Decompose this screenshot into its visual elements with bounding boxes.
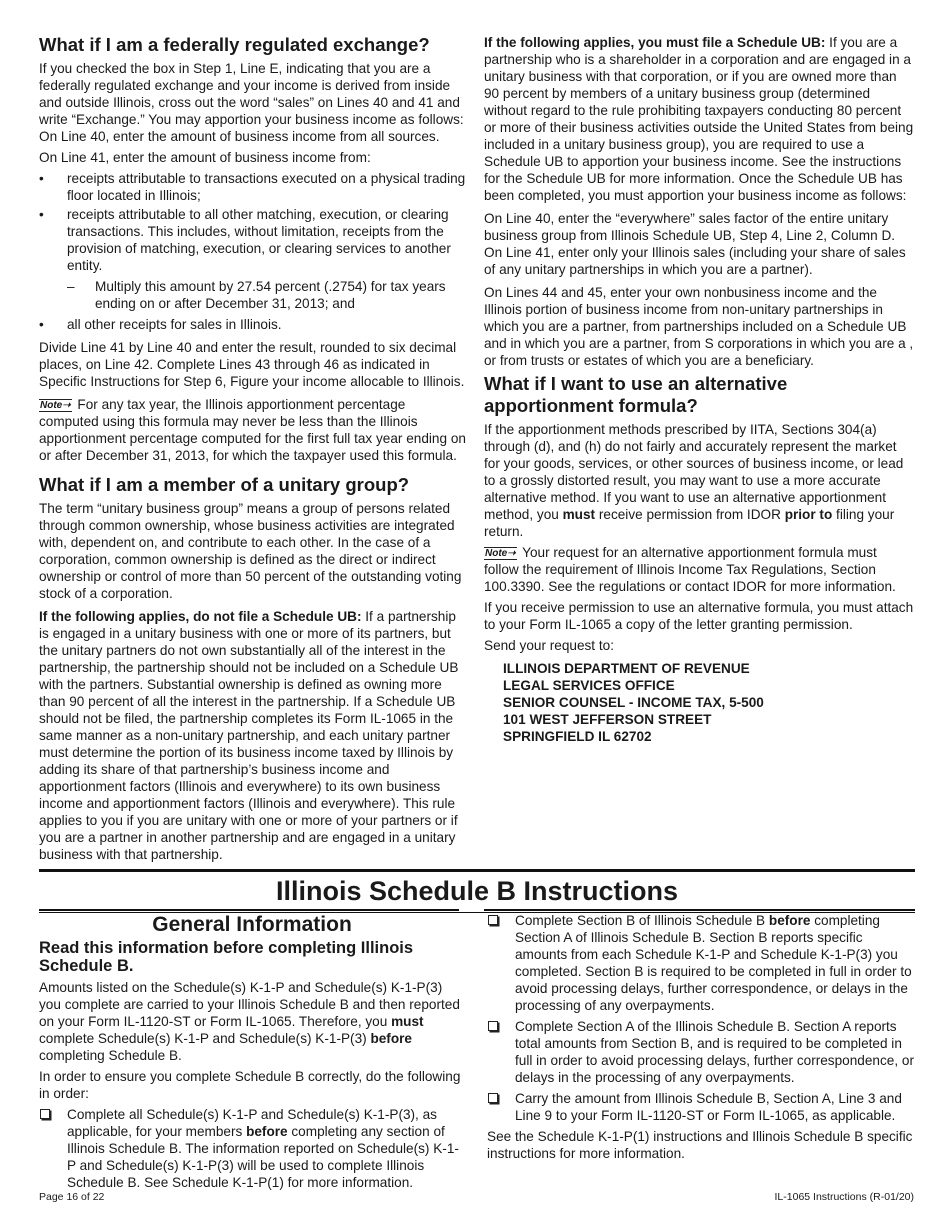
unitary-paragraph-1: The term “unitary business group” means a group of persons related through common ownership, whose business activities are integrated with, dependent on, and contribute to each other. In the case of a corporation, common ownership is defined as the direct or indirect ownership or control of more than 50 percent of the outstanding voting stock of a corporation.: [39, 501, 462, 601]
schedule-ub-paragraph: [484, 34, 914, 204]
checkbox-icon: [488, 1021, 498, 1031]
checkbox-icon: [488, 915, 498, 925]
right-column: [484, 34, 914, 745]
note-icon: Note➝: [40, 400, 71, 411]
address-line: 101 WEST JEFFERSON STREET: [503, 712, 712, 727]
checkbox-icon: [40, 1109, 50, 1119]
heading-unitary-group: What if I am a member of a unitary group?: [39, 474, 410, 495]
unitary-paragraph-2-body: If a partnership is engaged in a unitary business with one or more of its partners, but the unitary partners do not own substantially all of the interest in the partnership, the partnership should not be included on a Schedule UB with the partners. Substantial ownership is defined as owning more than 90 percent of all the interest in the partnership. If a Schedule UB should not be filed, the partnership completes its Form IL-1065 in the same manner as a non-unitary partnership, and each unitary partner must determine the portion of its business income taxed by Illinois by adding its share of that partnership’s business income and apportionment factors (Illinois and everywhere) to its own business income and apportionment factors (Illinois and everywhere). This rule applies to you if you are unitary with one or more of your partners or if you are a partner in another partnership and are engaged in a unitary business with that partnership.: [39, 609, 459, 862]
page-number: Page 16 of 22: [39, 1191, 105, 1203]
general-info-paragraph-2: In order to ensure you complete Schedule B correctly, do the following in order:: [39, 1069, 461, 1101]
general-info-paragraph-1: Amounts listed on the Schedule(s) K-1-P and Schedule(s) K-1-P(3) you complete are carried to your Illinois Schedule B and then reported on your Form IL-1120-ST or Form IL-1065. Therefore, you must complete Schedule(s) K-1-P and Schedule(s) K-1-P(3) before completing Schedule B.: [39, 980, 460, 1063]
heading-federally-regulated-exchange: What if I am a federally regulated exchange?: [39, 34, 430, 55]
unitary-paragraph-2: [39, 608, 467, 863]
mailing-address: [503, 660, 914, 745]
bullet-item: • receipts attributable to transactions executed on a physical trading floor located in Illinois;: [39, 170, 467, 204]
divider: [39, 909, 459, 911]
dash-item: – Multiply this amount by 27.54 percent (.2754) for tax years ending on or after December 31, 2013; and: [39, 278, 467, 312]
heading-alternative-apportionment: What if I want to use an alternative apportionment formula?: [484, 373, 788, 416]
alternative-paragraph: If the apportionment methods prescribed by IITA, Sections 304(a) through (d), and (h) do not fairly and accurately represent the market for your goods, services, or other sources of business income, or lead to a grossly distorted result, you may want to use a more accurate alternative method. If you want to use an alternative apportionment method, you must receive permission from IDOR prior to filing your return.: [484, 422, 904, 539]
alternative-note: [484, 544, 914, 595]
checklist-item: Complete Section B of Illinois Schedule B before completing Section A of Illinois Schedule B. Section B reports specific amounts from each Schedule K-1-P and Schedule K-1-P(3) you completed. Section B is required to be completed in full in order to avoid processing delays, further correspondence, or delays in the processing of any overpayments.: [487, 912, 915, 1014]
unitary-paragraph-2-lead: If the following applies, do not file a Schedule UB:: [39, 609, 362, 624]
checklist-item: Carry the amount from Illinois Schedule B, Section A, Line 3 and Line 9 to your Form IL-1120-ST or Form IL-1065, as applicable.: [487, 1090, 915, 1124]
checklist-item: Complete all Schedule(s) K-1-P and Schedule(s) K-1-P(3), as applicable, for your members before completing any section of Illinois Schedule B. The information reported on Schedule(s) K-1-P and Schedule(s) K-1-P(3) will be used to complete Illinois Schedule B. See Schedule K-1-P(1) for more information.: [39, 1106, 465, 1191]
address-line: ILLINOIS DEPARTMENT OF REVENUE: [503, 661, 750, 676]
general-information-title: General Information: [152, 913, 352, 936]
form-identifier: IL-1065 Instructions (R-01/20): [774, 1191, 914, 1203]
exchange-note: [39, 396, 467, 464]
bullet-item: • all other receipts for sales in Illinois.: [39, 316, 467, 333]
schedule-ub-paragraph-lead: If the following applies, you must file a Schedule UB:: [484, 35, 826, 50]
address-line: SENIOR COUNSEL - INCOME TAX, 5-500: [503, 695, 764, 710]
bullet-item: • receipts attributable to all other matching, execution, or clearing transactions. This includes, without limitation, receipts from the provision of matching, execution, or clearing services to another entity.: [39, 206, 467, 274]
checklist-continued: [487, 912, 915, 1124]
general-info-right: [487, 912, 915, 1166]
closing-paragraph: See the Schedule K-1-P(1) instructions and Illinois Schedule B specific instructions for more information.: [487, 1129, 913, 1161]
general-information-subheading: Read this information before completing Illinois Schedule B.: [39, 939, 414, 975]
checklist: [39, 1106, 465, 1191]
general-info-left: [39, 912, 465, 1195]
line40-paragraph: On Line 40, enter the “everywhere” sales factor of the entire unitary business group from Illinois Schedule UB, Step 4, Line 2, Column D. On Line 41, enter only your Illinois sales (including your share of sales of any unitary partnerships in which you are a partner).: [484, 211, 906, 277]
divider: [484, 909, 915, 911]
exchange-bullet-list: [39, 170, 467, 274]
left-column: [39, 34, 467, 867]
schedule-b-title: Illinois Schedule B Instructions: [275, 876, 679, 906]
exchange-paragraph-1: If you checked the box in Step 1, Line E, indicating that you are a federally regulated exchange and your income is derived from inside and outside Illinois, cross out the word “sales” on Lines 40 and 41 and write “Exchange.” You may apportion your business income as follows: On Line 40, enter the amount of business income from all sources.: [39, 61, 464, 144]
address-line: LEGAL SERVICES OFFICE: [503, 678, 675, 693]
schedule-ub-paragraph-body: If you are a partnership who is a shareholder in a corporation and are engaged in a unitary business with that corporation, or if you are owned more than 90 percent by members of a unitary business group (determined without regard to the rule prohibiting taxpayers conducting 80 percent or more of their business activities outside the United States from being included in a unitary business group), you are required to use a Schedule UB to apportion your business income. See the instructions for the Schedule UB for more information. Once the Schedule UB has been completed, you must apportion your business income as follows:: [484, 35, 914, 203]
exchange-paragraph-3: Divide Line 41 by Line 40 and enter the result, rounded to six decimal places, on Line 42. Complete Lines 43 through 46 as indicated in Specific Instructions for Step 6, Figure your income allocable to Illinois.: [39, 340, 465, 389]
checkbox-icon: [488, 1093, 498, 1103]
schedule-b-banner: [39, 869, 915, 913]
address-line: SPRINGFIELD IL 62702: [503, 729, 652, 744]
note-icon: Note➝: [485, 548, 516, 559]
exchange-note-text: For any tax year, the Illinois apportionment percentage computed using this formula may never be less than the Illinois apportionment percentage computed for the first full tax year ending on or after December 31, 2013, for which the taxpayer used this formula.: [39, 397, 466, 463]
send-request-label: Send your request to:: [484, 638, 614, 653]
checklist-item: Complete Section A of the Illinois Schedule B. Section A reports total amounts from Section B, and is required to be completed in full in order to avoid processing delays, further correspondence, or delays in the processing of any overpayments.: [487, 1018, 915, 1086]
permission-paragraph: If you receive permission to use an alternative formula, you must attach to your Form IL-1065 a copy of the letter granting permission.: [484, 600, 914, 632]
line44-paragraph: On Lines 44 and 45, enter your own nonbusiness income and the Illinois portion of business income from non-unitary partnerships in which you are a partner, from partnerships included on a Schedule UB and in which you are a partner, from S corporations in which you are a , or from trusts or estates of which you are a beneficiary.: [484, 285, 914, 368]
exchange-paragraph-2: On Line 41, enter the amount of business income from:: [39, 150, 371, 165]
alternative-note-text: Your request for an alternative apportionment formula must follow the requirement of Illinois Income Tax Regulations, Section 100.3390. See the regulations or contact IDOR for more information.: [484, 545, 896, 594]
exchange-bullet-list-2: [39, 316, 467, 333]
